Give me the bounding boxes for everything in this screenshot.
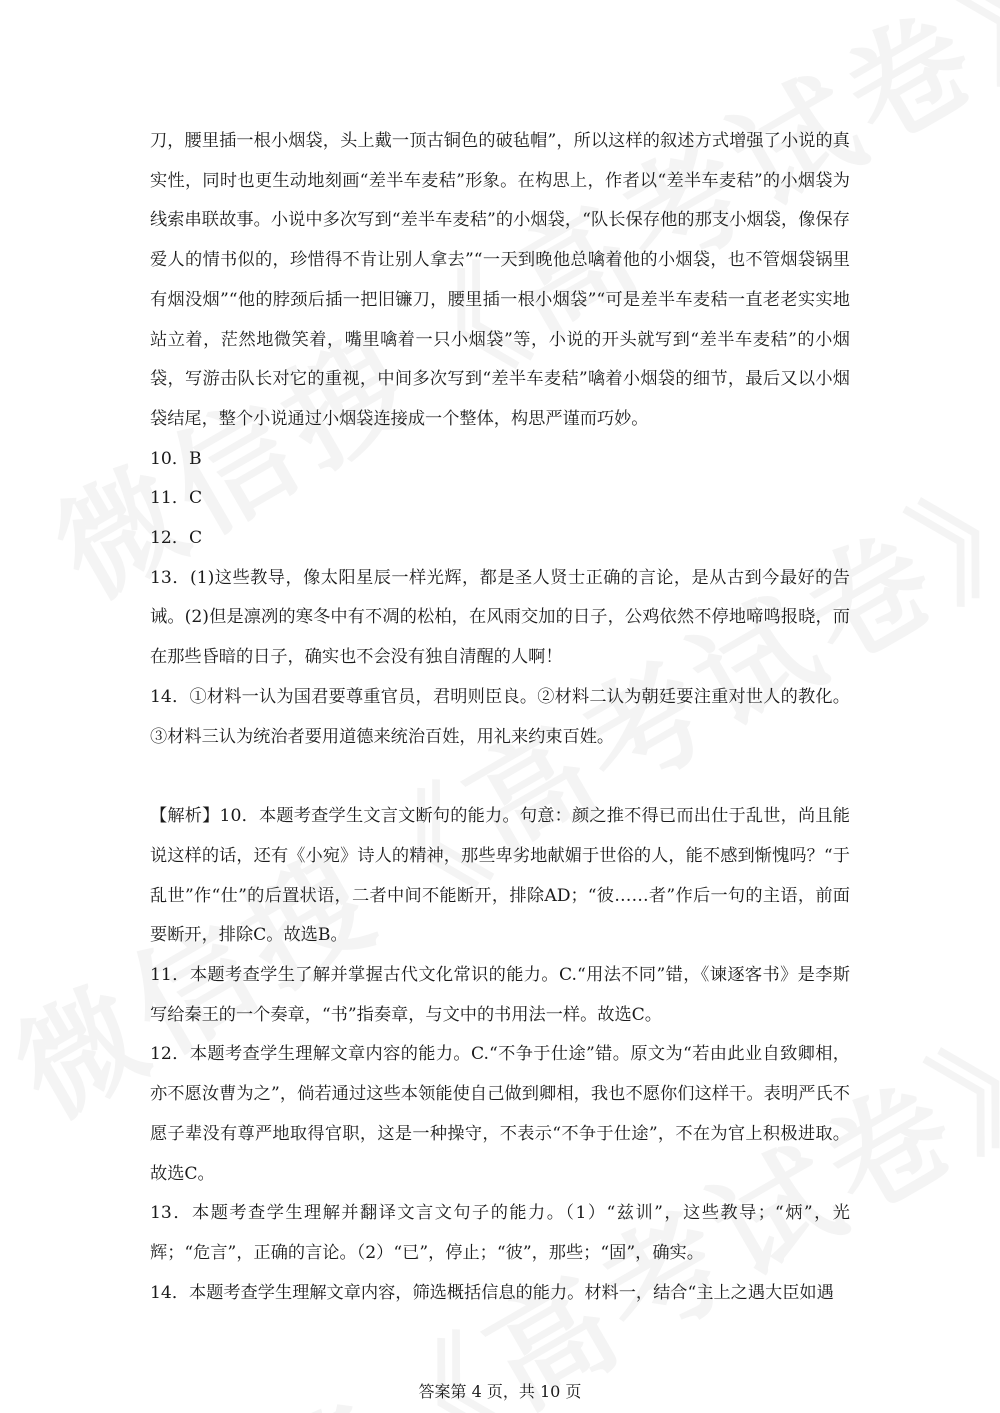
answer-12: 12．C bbox=[150, 528, 203, 549]
explanation-14: 14．本题考查学生理解文章内容，筛选概括信息的能力。材料一，结合“主上之遇大臣如遇 bbox=[150, 1282, 834, 1303]
explanation-13: 13．本题考查学生理解并翻译文言文句子的能力。（1）“兹训”，这些教导；“炳”，光辉；“危言”，正确的言论。（2）“已”，停止；“彼”，那些；“固”，确实。 bbox=[150, 1203, 850, 1263]
analysis-paragraph-continued: 刀，腰里插一根小烟袋，头上戴一顶古铜色的破毡帽”，所以这样的叙述方式增强了小说的真实性，同时也更生动地刻画“差半车麦秸”形象。在构思上，作者以“差半车麦秸”的小烟袋为线索串联故事。小说中多次写到“差半车麦秸”的小烟袋，“队长保存他的那支小烟袋，像保存爱人的情书似的，珍惜得不肯让别人拿去”“一天到晚他总噙着他的小烟袋，也不管烟袋锅里有烟没烟”“他的脖颈后插一把旧镰刀，腰里插一根小烟袋”“可是差半车麦秸一直老老实实地站立着，茫然地微笑着，嘴里噙着一只小烟袋”等，小说的开头就写到“差半车麦秸”的小烟袋，写游击队长对它的重视，中间多次写到“差半车麦秸”噙着小烟袋的细节，最后又以小烟袋结尾，整个小说通过小烟袋连接成一个整体，构思严谨而巧妙。 bbox=[150, 131, 850, 429]
answer-11: 11．C bbox=[150, 488, 203, 509]
explanation-12: 12．本题考查学生理解文章内容的能力。C.“不争于仕途”错。原文为“若由此业自致卿相，亦不愿汝曹为之”，倘若通过这些本领能使自己做到卿相，我也不愿你们这样干。表明严氏不愿子辈没有尊严地取得官职，这是一种操守，不表示“不争于仕途”，不在为官上积极进取。故选C。 bbox=[150, 1044, 850, 1184]
page-footer: 答案第 4 页，共 10 页 bbox=[418, 1382, 582, 1401]
answer-14: 14．①材料一认为国君要尊重官员，君明则臣良。②材料二认为朝廷要注重对世人的教化。③材料三认为统治者要用道德来统治百姓，用礼来约束百姓。 bbox=[150, 686, 850, 747]
answer-content bbox=[150, 122, 850, 1313]
answer-13: 13．(1)这些教导，像太阳星辰一样光辉，都是圣人贤士正确的言论，是从古到今最好的告诫。(2)但是凛冽的寒冬中有不凋的松柏，在风雨交加的日子，公鸡依然不停地啼鸣报晓，而在那些昏暗的日子，确实也不会没有独自清醒的人啊！ bbox=[150, 567, 850, 668]
explanation-11: 11．本题考查学生了解并掌握古代文化常识的能力。C.“用法不同”错，《谏逐客书》是李斯写给秦王的一个奏章，“书”指奏章，与文中的书用法一样。故选C。 bbox=[150, 965, 850, 1025]
answer-10: 10．B bbox=[150, 448, 202, 469]
explanation-10: 【解析】10．本题考查学生文言文断句的能力。句意：颜之推不得已而出仕于乱世，尚且能说这样的话，还有《小宛》诗人的精神，那些卑劣地献媚于世俗的人，能不感到惭愧吗？“于乱世”作“仕”的后置状语，二者中间不能断开，排除AD；“彼……者”作后一句的主语，前面要断开，排除C。故选B。 bbox=[150, 806, 850, 946]
